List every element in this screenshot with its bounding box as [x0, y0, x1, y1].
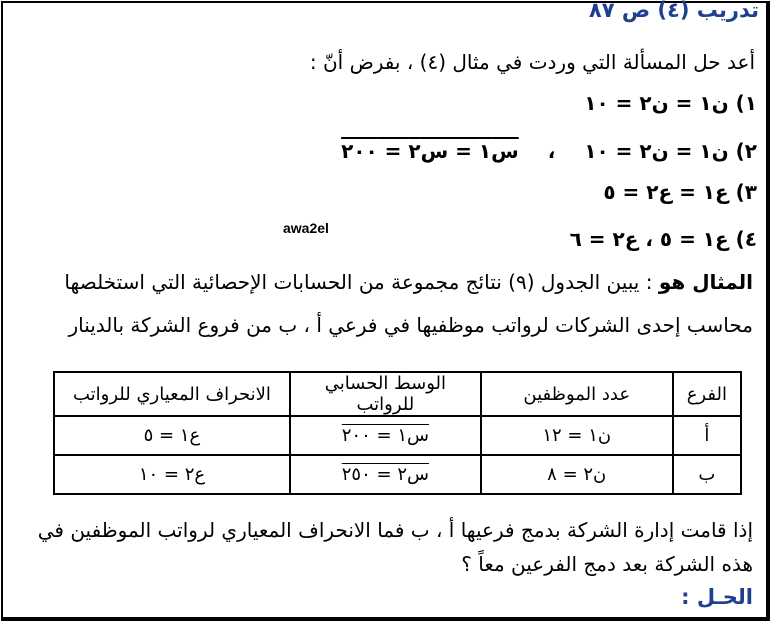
table-row: [54, 455, 741, 494]
cell-mean: س٢ = ٢٥٠: [290, 455, 481, 494]
example-label: المثال هو: [658, 270, 753, 294]
cell-employees: ن١ = ١٢: [481, 416, 673, 455]
example-line-2: محاسب إحدى الشركات لرواتب موظفيها في فرعي أ ، ب من فروع الشركة بالدينار: [68, 313, 753, 337]
header-employees: عدد الموظفين: [481, 372, 673, 416]
table-row: [54, 416, 741, 455]
condition-1: ١) ن١ = ن٢ = ١٠: [584, 91, 757, 115]
header-mean: الوسط الحسابي للرواتب: [290, 372, 481, 416]
question-line-1: إذا قامت إدارة الشركة بدمج فرعيها أ ، ب فما الانحراف المعياري لرواتب الموظفين في: [37, 518, 753, 542]
table-header-row: [54, 372, 741, 416]
cell-branch: ب: [673, 455, 741, 494]
cell-employees: ن٢ = ٨: [481, 455, 673, 494]
condition-2: [341, 139, 757, 163]
cell-stddev: ع١ = ٥: [54, 416, 290, 455]
intro-text: أعد حل المسألة التي وردت في مثال (٤) ، بفرض أنّ :: [309, 50, 755, 74]
question-line-2: هذه الشركة بعد دمج الفرعين معاً ؟: [461, 552, 753, 576]
condition-2-samples: ٢) ن١ = ن٢ = ١٠: [584, 139, 757, 163]
header-stddev: الانحراف المعياري للرواتب: [54, 372, 290, 416]
exercise-title: تدريب (٤) ص ٨٧: [588, 0, 759, 22]
cell-mean: س١ = ٢٠٠: [290, 416, 481, 455]
watermark-text: awa2el: [283, 220, 329, 236]
cell-stddev: ع٢ = ١٠: [54, 455, 290, 494]
data-table: [53, 371, 742, 495]
condition-4: ٤) ع١ = ٥ ، ع٢ = ٦: [569, 227, 757, 251]
example-text-1: : يبين الجدول (٩) نتائج مجموعة من الحسابات الإحصائية التي استخلصها: [64, 270, 653, 294]
cell-branch: أ: [673, 416, 741, 455]
header-branch: الفرع: [673, 372, 741, 416]
condition-2-separator: ،: [547, 139, 556, 163]
solution-label: الحـل :: [681, 585, 753, 609]
condition-2-means: س١ = س٢ = ٢٠٠: [341, 139, 519, 163]
example-line-1: [64, 270, 753, 294]
condition-3: ٣) ع١ = ع٢ = ٥: [603, 180, 757, 204]
